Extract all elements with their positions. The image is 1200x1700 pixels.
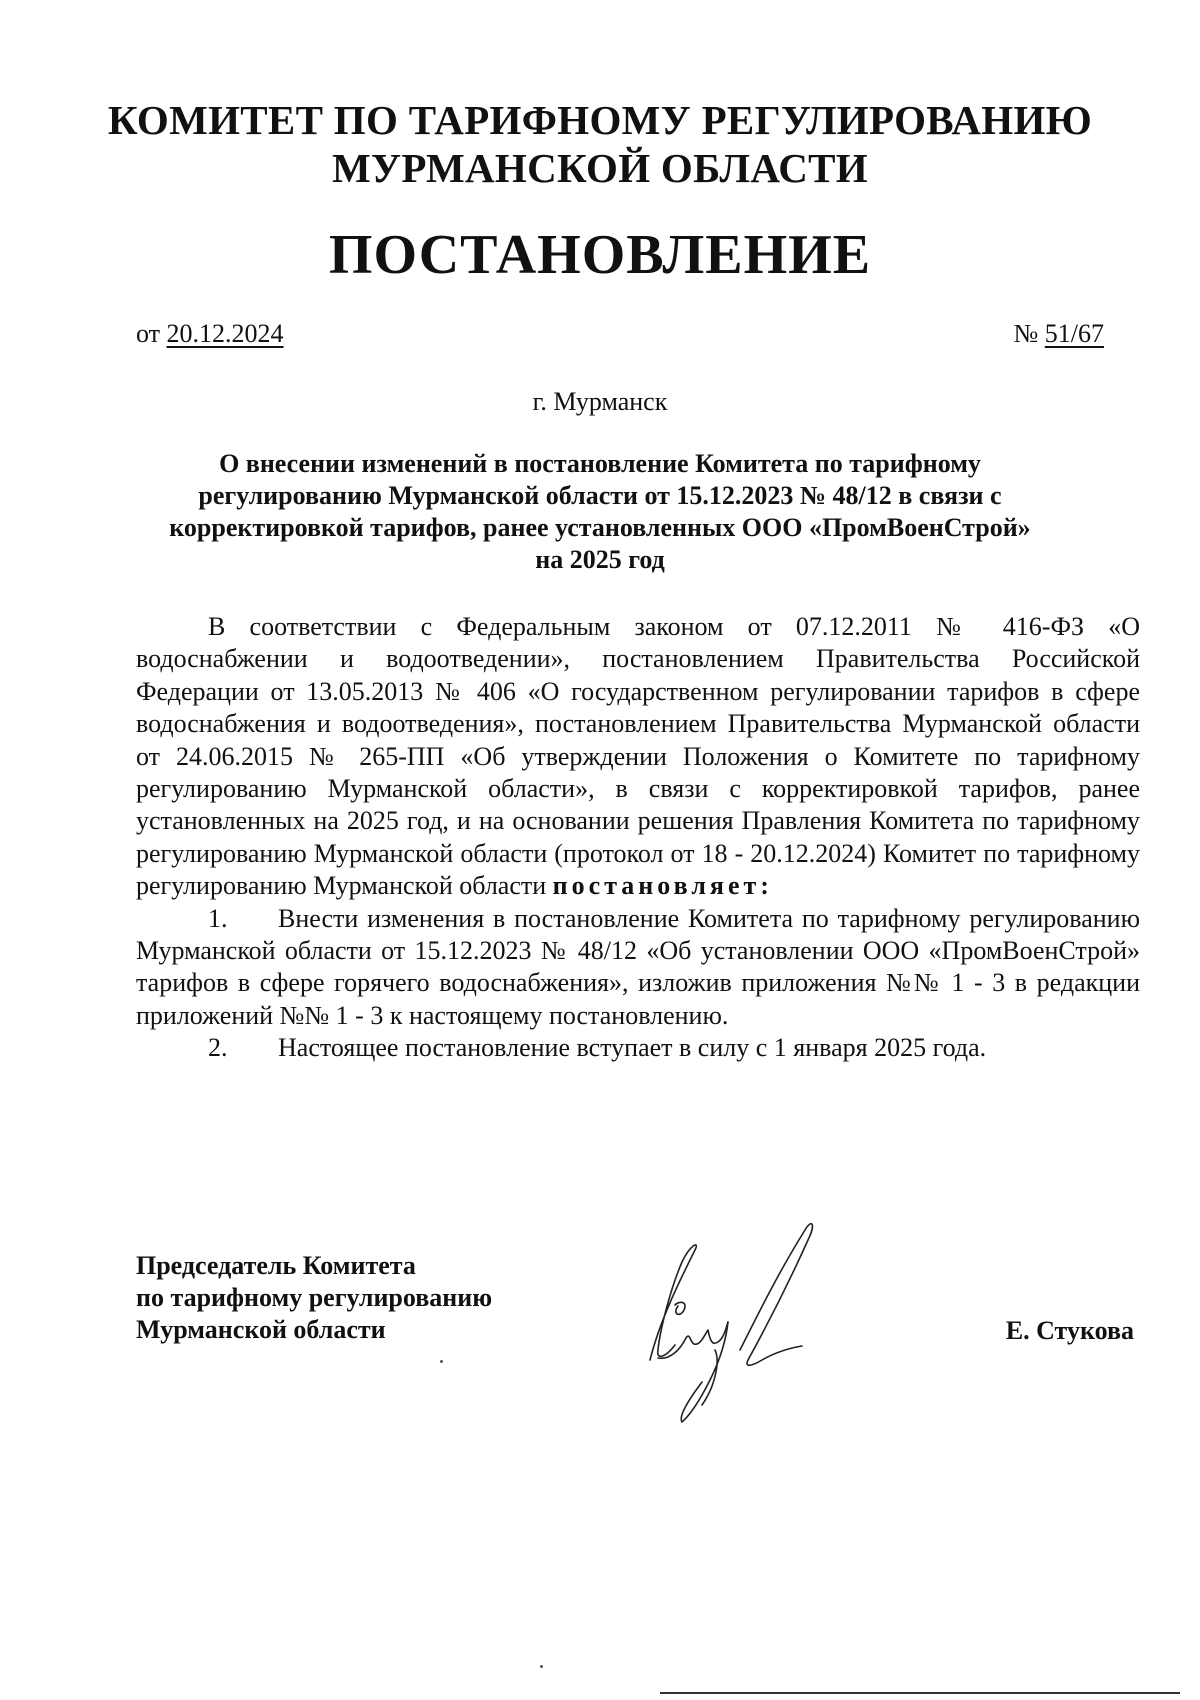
signatory-name: Е. Стукова: [1005, 1316, 1134, 1345]
document-body: [136, 611, 1140, 1065]
handwritten-signature: [620, 1210, 860, 1430]
position-line: Мурманской области: [136, 1315, 386, 1344]
subject-line: корректировкой тарифов, ранее установленных ООО «ПромВоенСтрой»: [169, 513, 1031, 542]
number-prefix: №: [1013, 319, 1045, 348]
position-line: Председатель Комитета: [136, 1251, 416, 1280]
date-prefix: от: [136, 319, 167, 348]
scan-speck: [540, 1665, 543, 1668]
page-edge-rule: [660, 1692, 1180, 1694]
document-subject: [150, 448, 1050, 576]
item-number: 2.: [208, 1033, 228, 1063]
document-number: [1013, 318, 1104, 350]
item-text: Настоящее постановление вступает в силу с 1 января 2025 года.: [278, 1033, 987, 1063]
document-city: г. Мурманск: [532, 387, 668, 416]
date-value: 20.12.2024: [166, 319, 284, 348]
document-type-heading: ПОСТАНОВЛЕНИЕ: [328, 224, 872, 286]
organization-title-line2: МУРМАНСКОЙ ОБЛАСТИ: [332, 145, 868, 191]
position-line: по тарифному регулированию: [136, 1283, 493, 1312]
resolution-item: [136, 903, 1140, 1033]
signatory-position: [136, 1250, 492, 1346]
organization-title-line1: КОМИТЕТ ПО ТАРИФНОМУ РЕГУЛИРОВАНИЮ: [107, 97, 1093, 143]
resolves-word: постановляет:: [552, 871, 773, 901]
preamble-text: В соответствии с Федеральным законом от 07.12.2011 № 416-ФЗ «О водоснабжении и водоотведении», постановлением Правительства Российской Федерации от 13.05.2013 № 406 «О государственном регулировании тарифов в сфере водоснабжения и водоотведения», постановлением Правительства Мурманской области от 24.06.2015 № 265-ПП «Об утверждении Положения о Комитете по тарифному регулированию Мурманской области», в связи с корректировкой тарифов, ранее установленных на 2025 год, и на основании решения Правления Комитета по тарифному регулированию Мурманской области (протокол от 18 - 20.12.2024) Комитет по тарифному регулированию Мурманской области: [136, 612, 1140, 901]
document-date: [136, 318, 284, 350]
item-text: Внести изменения в постановление Комитета по тарифному регулированию Мурманской области от 15.12.2023 № 48/12 «Об установлении ООО «ПромВоенСтрой» тарифов в сфере горячего водоснабжения», изложив приложения №№ 1 - 3 в редакции приложений №№ 1 - 3 к настоящему постановлению.: [136, 903, 1140, 1030]
number-value: 51/67: [1044, 319, 1104, 348]
subject-line: регулированию Мурманской области от 15.12.2023 № 48/12 в связи с: [198, 481, 1002, 510]
subject-line: на 2025 год: [535, 545, 665, 574]
preamble-paragraph: [136, 611, 1140, 903]
scan-speck: [440, 1360, 443, 1363]
resolution-item: [136, 1032, 1140, 1064]
subject-line: О внесении изменений в постановление Комитета по тарифному: [219, 449, 981, 478]
item-number: 1.: [208, 903, 228, 933]
